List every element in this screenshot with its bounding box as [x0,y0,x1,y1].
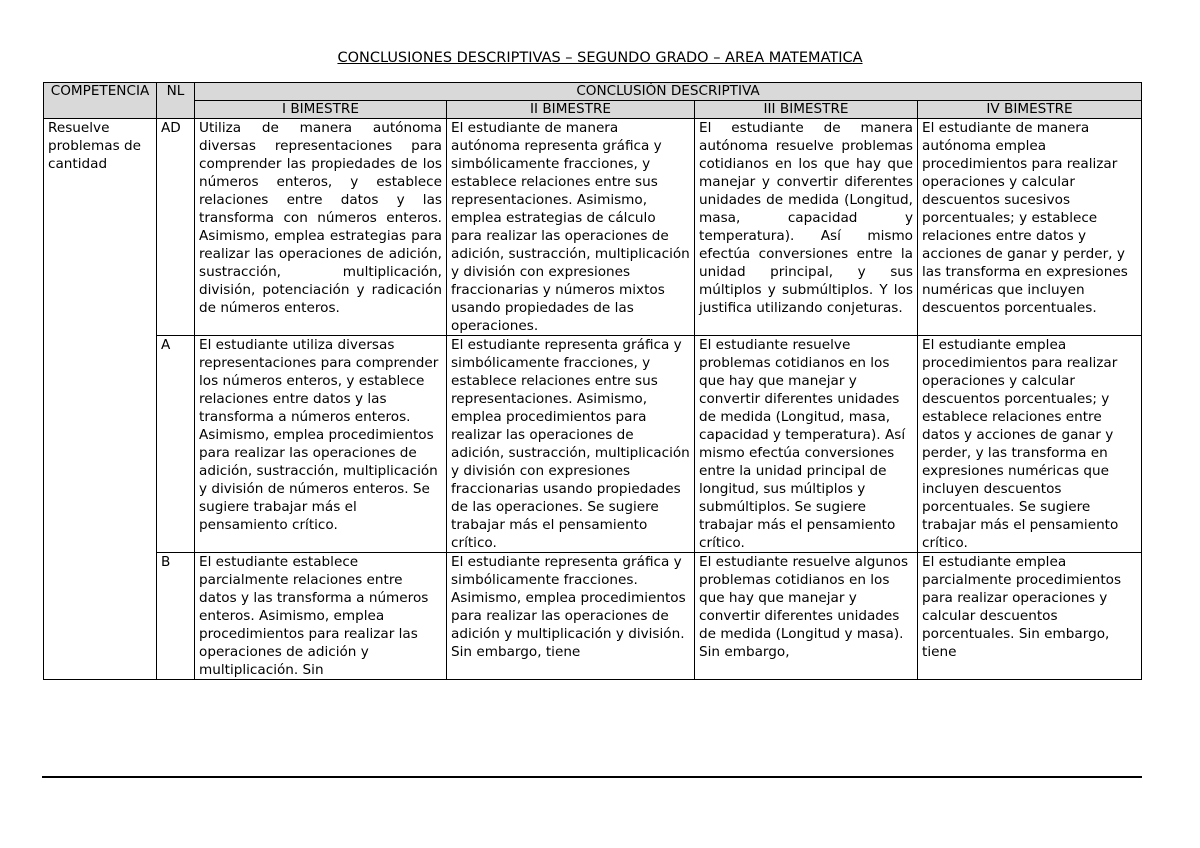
header-conclusion: CONCLUSIÓN DESCRIPTIVA [195,83,1142,101]
conclusion-cell: Utiliza de manera autónoma diversas representaciones para comprender las propiedades de los números enteros, y establece relaciones entre datos y las transforma con números enteros. Asimismo, emplea estrategias para realizar las operaciones de adición, sustracción, multiplicación, división, potenciación y radicación de números enteros. [195,119,447,336]
header-bimestre-3: III BIMESTRE [695,101,918,119]
conclusion-cell: El estudiante emplea parcialmente procedimientos para realizar operaciones y calcular descuentos porcentuales. Sin embargo, tiene [918,553,1142,680]
conclusion-cell: El estudiante establece parcialmente relaciones entre datos y las transforma a números enteros. Asimismo, emplea procedimientos para realizar las operaciones de adición y multiplicación. Sin [195,553,447,680]
conclusion-cell: El estudiante resuelve problemas cotidianos en los que hay que manejar y convertir diferentes unidades de medida (Longitud, masa, capacidad y temperatura). Así mismo efectúa conversiones entre la unidad principal de longitud, sus múltiplos y submúltiplos. Se sugiere trabajar más el pensamiento crítico. [695,336,918,553]
level-cell: B [157,553,195,680]
header-bimestre-2: II BIMESTRE [447,101,695,119]
table-row [44,119,1142,336]
page-title: CONCLUSIONES DESCRIPTIVAS – SEGUNDO GRADO – AREA MATEMATICA [337,50,863,66]
conclusions-table [43,82,1142,680]
competencia-cell: Resuelve problemas de cantidad [44,119,157,680]
conclusion-cell: El estudiante de manera autónoma resuelve problemas cotidianos en los que hay que manejar y convertir diferentes unidades de medida (Longitud, masa, capacidad y temperatura). Así mismo efectúa conversiones entre la unidad principal, y sus múltiplos y submúltiplos. Y los justifica utilizando conjeturas. [695,119,918,336]
header-bimestre-4: IV BIMESTRE [918,101,1142,119]
conclusion-cell: El estudiante representa gráfica y simbólicamente fracciones. Asimismo, emplea procedimientos para realizar las operaciones de adición y multiplicación y división. Sin embargo, tiene [447,553,695,680]
header-bimestre-1: I BIMESTRE [195,101,447,119]
header-nivel: NL [157,83,195,119]
table-row [44,336,1142,553]
table-viewport [42,82,1142,778]
conclusion-cell: El estudiante de manera autónoma emplea procedimientos para realizar operaciones y calcular descuentos sucesivos porcentuales; y establece relaciones entre datos y acciones de ganar y perder, y las transforma en expresiones numéricas que incluyen descuentos porcentuales. [918,119,1142,336]
level-cell: AD [157,119,195,336]
conclusion-cell: El estudiante representa gráfica y simbólicamente fracciones, y establece relaciones entre sus representaciones. Asimismo, emplea procedimientos para realizar las operaciones de adición, sustracción, multiplicación y división con expresiones fraccionarias usando propiedades de las operaciones. Se sugiere trabajar más el pensamiento crítico. [447,336,695,553]
conclusion-cell: El estudiante de manera autónoma representa gráfica y simbólicamente fracciones, y establece relaciones entre sus representaciones. Asimismo, emplea estrategias de cálculo para realizar las operaciones de adición, sustracción, multiplicación y división con expresiones fraccionarias y números mixtos usando propiedades de las operaciones. [447,119,695,336]
conclusion-cell: El estudiante resuelve algunos problemas cotidianos en los que hay que manejar y convertir diferentes unidades de medida (Longitud y masa). Sin embargo, [695,553,918,680]
conclusion-cell: El estudiante emplea procedimientos para realizar operaciones y calcular descuentos porcentuales; y establece relaciones entre datos y acciones de ganar y perder, y las transforma en expresiones numéricas que incluyen descuentos porcentuales. Se sugiere trabajar más el pensamiento crítico. [918,336,1142,553]
conclusion-cell: El estudiante utiliza diversas representaciones para comprender los números enteros, y establece relaciones entre datos y las transforma a números enteros. Asimismo, emplea procedimientos para realizar las operaciones de adición, sustracción, multiplicación y división de números enteros. Se sugiere trabajar más el pensamiento crítico. [195,336,447,553]
header-competencia: COMPETENCIA [44,83,157,119]
level-cell: A [157,336,195,553]
table-row [44,553,1142,680]
